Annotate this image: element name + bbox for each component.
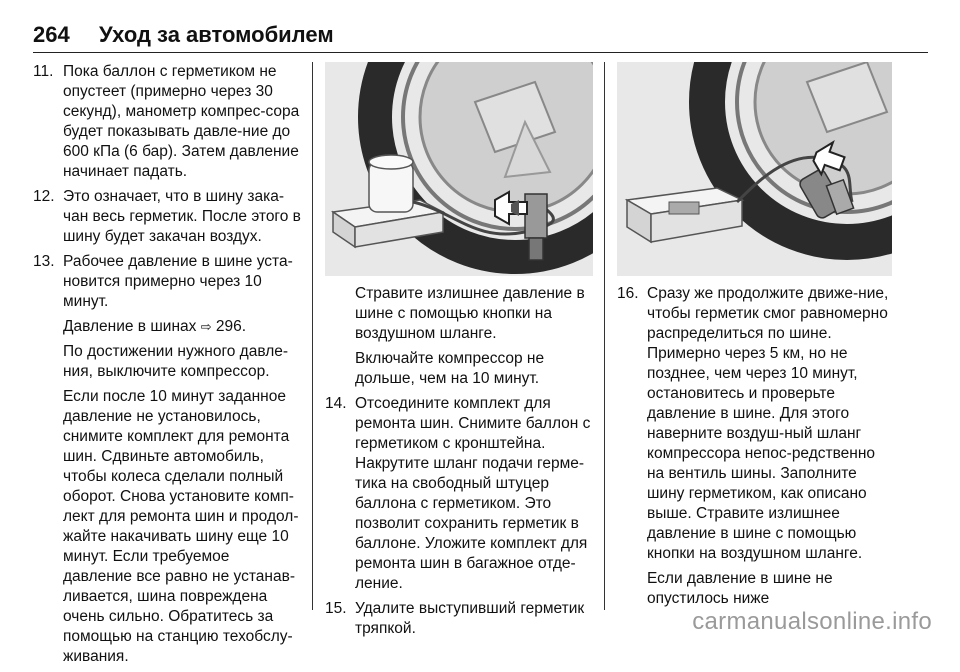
watermark: carmanualsonline.info [692,608,932,635]
step-number: 14. [325,395,347,412]
step-number: 16. [617,285,639,302]
step-text: Пока баллон с герметиком не опустеет (примерно через 30 секунд), манометр компрес-сора будет показывать давле-ние до 600 кПа (6 бар). Затем давление начинает падать. [63,63,300,180]
compressor-valve-illustration [325,62,593,276]
column-divider-1 [312,62,313,610]
page-number: 264 [33,22,70,47]
step-text: Рабочее давление в шине уста-новится примерно через 10 минут. [63,253,293,310]
header-rule [33,52,928,53]
compressor-hose-illustration [617,62,892,276]
paragraph-if-pressure: Если давление в шине не опустилось ниже [647,570,833,607]
column-divider-2 [604,62,605,610]
column-1 [33,62,301,672]
step-item-12 [33,187,301,247]
column-3 [617,62,892,614]
arrow-right-icon[interactable]: ⇨ [200,319,212,334]
paragraph-if-not-reached: Если после 10 минут заданное давление не установилось, снимите комплект для ремонта шин. Сдвиньте автомобиль, чтобы колеса сделали полный оборот. Снова установите комп-лект для ремонта шин и продол-жайте накачивать шину еще 10 минут. Если требуемое давление все равно не устанав-ливается, шина повреждена очень сильно. Обратитесь за помощью на станцию техобслу-живания. [63,388,299,665]
step-item-13 [33,252,301,312]
step-item-15 [325,599,593,639]
step-number: 15. [325,600,347,617]
paragraph-reach-pressure: По достижении нужного давле-ния, выключите компрессор. [63,343,289,380]
step-number: 12. [33,188,55,205]
column-2 [325,62,593,644]
step-text: Отсоедините комплект для ремонта шин. Снимите баллон с герметиком с кронштейна. Накрутите шланг подачи герме-тика на свободный штуцер баллона с герметиком. Это позволит сохранить герметик в баллоне. Уложите комплект для ремонта шин в багажное отде-ление. [355,395,591,592]
step-text: Это означает, что в шину зака-чан весь герметик. После этого в шину будет закачан воздух. [63,188,301,245]
step-item-11 [33,62,301,182]
tire-pressure-reference [33,317,301,337]
page-header [33,14,928,54]
step-text: Сразу же продолжите движе-ние, чтобы герметик смог равномерно распределиться по шине. Примерно через 5 км, но не позднее, чем через 10 минут, остановитесь и проверьте давление в шине. Для этого наверните воздуш-ный шланг компрессора непос-редственно на вентиль шины. Заполните шину герметиком, как описано выше. Стравите излишнее давление в шине с помощью кнопки на воздушном шланге. [647,285,889,562]
reference-page-link[interactable]: 296. [215,318,247,335]
page-title: Уход за автомобилем [99,22,334,47]
step-number: 13. [33,253,55,270]
step-number: 11. [33,63,54,80]
paragraph-enable-compressor: Включайте компрессор не дольше, чем на 10 минут. [355,350,545,387]
step-item-14 [325,394,593,594]
step-text: Удалите выступивший герметик тряпкой. [355,600,585,637]
paragraph-bleed-pressure: Стравите излишнее давление в шине с помощью кнопки на воздушном шланге. [355,285,585,342]
reference-text: Давление в шинах [63,318,197,335]
step-item-16 [617,284,892,564]
